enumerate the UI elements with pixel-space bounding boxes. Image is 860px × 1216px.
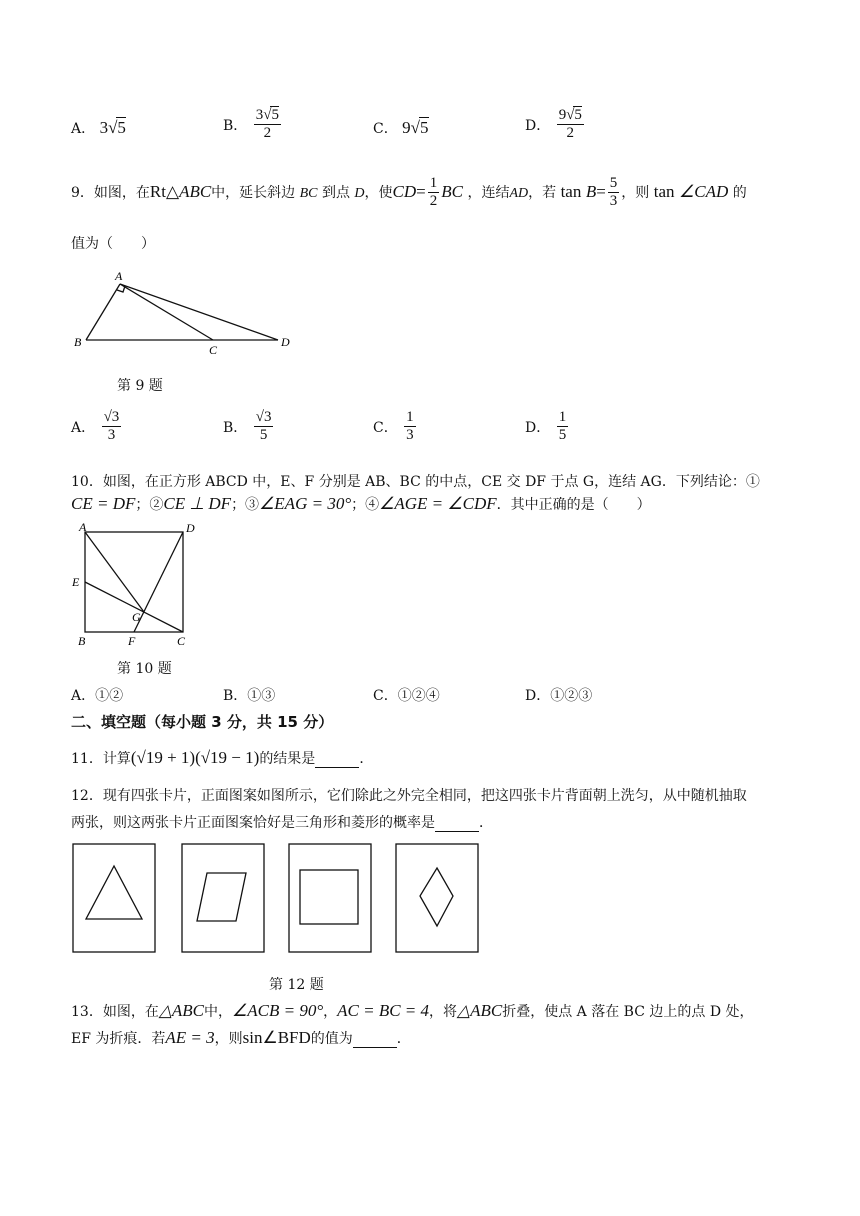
text: 的 <box>732 184 747 201</box>
math-expression: (√19 + 1)(√19 − 1) <box>130 748 260 767</box>
equals: = <box>416 181 426 201</box>
math-ae: AE = 3 <box>165 1028 215 1047</box>
option-label: D． <box>525 419 551 436</box>
option-text: ①③ <box>247 688 276 704</box>
fraction-half: $\frac{1}{2}$ <box>429 175 438 209</box>
rt-triangle: Rt△ABC <box>149 181 212 201</box>
label-c: C <box>209 343 218 357</box>
option-label: A． <box>71 688 96 704</box>
math-sin-bfd: sin∠BFD <box>242 1028 311 1047</box>
math-triangle-abc: △ABC <box>457 1001 503 1020</box>
text: ，使 <box>364 184 393 201</box>
math-triangle-abc: △ABC <box>158 1001 205 1020</box>
q9-option-b <box>223 410 275 444</box>
option-value: 9√5 <box>402 118 429 137</box>
text: ；② <box>135 497 164 513</box>
text: 两张，则这两张卡片正面图案恰好是三角形和菱形的概率是 <box>71 815 435 831</box>
option-fraction: $\frac{1}{3}$ <box>406 409 414 443</box>
q12-stem-line2 <box>71 812 493 832</box>
option-label: B． <box>223 117 248 134</box>
q12-figure <box>70 838 480 958</box>
triangle-shape <box>86 866 142 919</box>
segment-df <box>134 532 183 632</box>
option-fraction: $\frac{3√5}{2}$ <box>255 107 279 141</box>
card-rhombus <box>396 844 478 952</box>
text: 中， <box>204 1004 233 1020</box>
q13-stem-line2 <box>71 1028 411 1048</box>
text: ，若 <box>528 184 557 201</box>
label-d: D <box>281 335 290 349</box>
text: ， <box>323 1004 338 1020</box>
q9-option-c <box>373 410 418 444</box>
text: ． <box>479 815 493 831</box>
text: 13．如图，在 <box>71 1004 159 1020</box>
card-triangle <box>73 844 155 952</box>
option-text: ①② <box>95 688 124 704</box>
text: 11．计算 <box>71 751 131 767</box>
math-bc: BC <box>441 181 463 201</box>
label-b: B <box>74 335 82 349</box>
q9-caption: 第 9 题 <box>117 378 163 394</box>
q9-stem-line2: 值为（ ） <box>71 236 155 252</box>
text: ． <box>359 751 374 767</box>
answer-blank[interactable] <box>353 1031 397 1048</box>
rhombus-shape <box>420 868 453 926</box>
text: ；④ <box>351 497 380 513</box>
q10-option-c <box>373 685 440 705</box>
option-label: D． <box>525 688 551 704</box>
math-b: B <box>585 181 597 201</box>
option-label: C． <box>373 121 398 137</box>
text: 9．如图，在 <box>71 184 150 201</box>
fraction-five-thirds: $\frac{5}{3}$ <box>609 175 618 209</box>
option-fraction: $\frac{1}{5}$ <box>558 409 567 443</box>
math-tan: tan <box>653 181 675 201</box>
segment-ab <box>86 284 120 340</box>
option-value: 3√5 <box>99 118 126 137</box>
math-tan: tan <box>560 181 582 201</box>
option-fraction: $\frac{√3}{3}$ <box>103 409 120 443</box>
q10-stem-line2 <box>71 494 651 514</box>
q9-option-a <box>71 410 123 444</box>
text: ． <box>396 1031 411 1047</box>
math-cd: CD <box>392 181 417 201</box>
segment-ag <box>85 532 144 612</box>
option-fraction: $\frac{√3}{5}$ <box>255 409 272 443</box>
answer-blank[interactable] <box>435 815 479 832</box>
q10-stem-line1: 10．如图，在正方形 ABCD 中，E、F 分别是 AB、BC 的中点，CE 交 DF 于点 G，连结 AG．下列结论：① <box>71 474 760 490</box>
option-label: B． <box>223 688 248 704</box>
text: 中，延长斜边 <box>211 184 296 201</box>
math-angle-cad: ∠CAD <box>678 181 729 201</box>
q8-option-c <box>373 118 429 138</box>
card-parallelogram <box>182 844 264 952</box>
q12-caption: 第 12 题 <box>269 977 324 993</box>
text: ，连结 <box>467 184 510 201</box>
text: 到点 <box>321 184 350 201</box>
text: 折叠，使点 A 落在 BC 边上的点 D 处， <box>502 1004 754 1020</box>
q10-option-d <box>525 685 592 705</box>
card-square <box>289 844 371 952</box>
math-ce-perp-df: CE ⊥ DF <box>163 494 232 513</box>
equals: = <box>596 181 606 201</box>
option-text: ①②④ <box>397 688 440 704</box>
q10-option-a <box>71 685 123 705</box>
text: 的值为 <box>310 1031 353 1047</box>
q13-stem-line1 <box>71 1001 754 1021</box>
math-angle-acb: ∠ACB = 90° <box>232 1001 324 1020</box>
q10-option-b <box>223 685 275 705</box>
option-text: ①②③ <box>550 688 593 704</box>
text: ，则 <box>214 1031 243 1047</box>
q11-stem <box>71 748 373 768</box>
option-label: A． <box>71 419 96 436</box>
label-b: B <box>78 634 86 648</box>
text: ；③ <box>231 497 260 513</box>
math-d: D <box>354 185 365 201</box>
text: ，则 <box>621 184 650 201</box>
text: ．其中正确的是（ ） <box>496 497 651 513</box>
math-ad: AD <box>509 185 529 201</box>
option-label: A． <box>71 121 96 137</box>
option-label: C． <box>373 688 398 704</box>
label-g: G <box>132 610 141 624</box>
q9-option-d <box>525 410 570 444</box>
math-ce-df: CE = DF <box>71 494 136 513</box>
math-angle-age: ∠AGE = ∠CDF <box>379 494 497 513</box>
text: ，将 <box>429 1004 458 1020</box>
math-bc: BC <box>299 185 318 201</box>
q8-option-d <box>525 108 586 142</box>
label-c: C <box>177 634 186 648</box>
text: 的结果是 <box>259 751 316 767</box>
option-label: D． <box>525 117 551 134</box>
label-a: A <box>79 522 87 534</box>
math-ac-bc: AC = BC = 4 <box>337 1001 430 1020</box>
q10-caption: 第 10 题 <box>117 661 172 677</box>
section-heading-fill-in: 二、填空题（每小题 3 分，共 15 分） <box>71 713 334 731</box>
q8-option-b <box>223 108 283 142</box>
label-f: F <box>128 634 136 648</box>
option-fraction: $\frac{9√5}{2}$ <box>558 107 582 141</box>
q12-stem-line1: 12．现有四张卡片，正面图案如图所示，它们除此之外完全相同，把这四张卡片背面朝上洗匀，从中随机抽取 <box>71 788 747 804</box>
q10-figure <box>70 522 200 652</box>
q8-option-a <box>71 118 126 138</box>
q9-figure <box>70 270 300 360</box>
answer-blank[interactable] <box>315 751 359 768</box>
math-angle-eag: ∠EAG = 30° <box>259 494 352 513</box>
text: EF 为折痕．若 <box>71 1031 166 1047</box>
q9-stem-line1 <box>71 176 747 210</box>
option-label: B． <box>223 419 248 436</box>
label-e: E <box>72 575 80 589</box>
option-label: C． <box>373 419 398 436</box>
square-shape <box>300 870 358 924</box>
label-a: A <box>115 270 123 283</box>
parallelogram-shape <box>197 873 246 921</box>
label-d: D <box>186 522 195 535</box>
segment-ce <box>85 582 183 632</box>
